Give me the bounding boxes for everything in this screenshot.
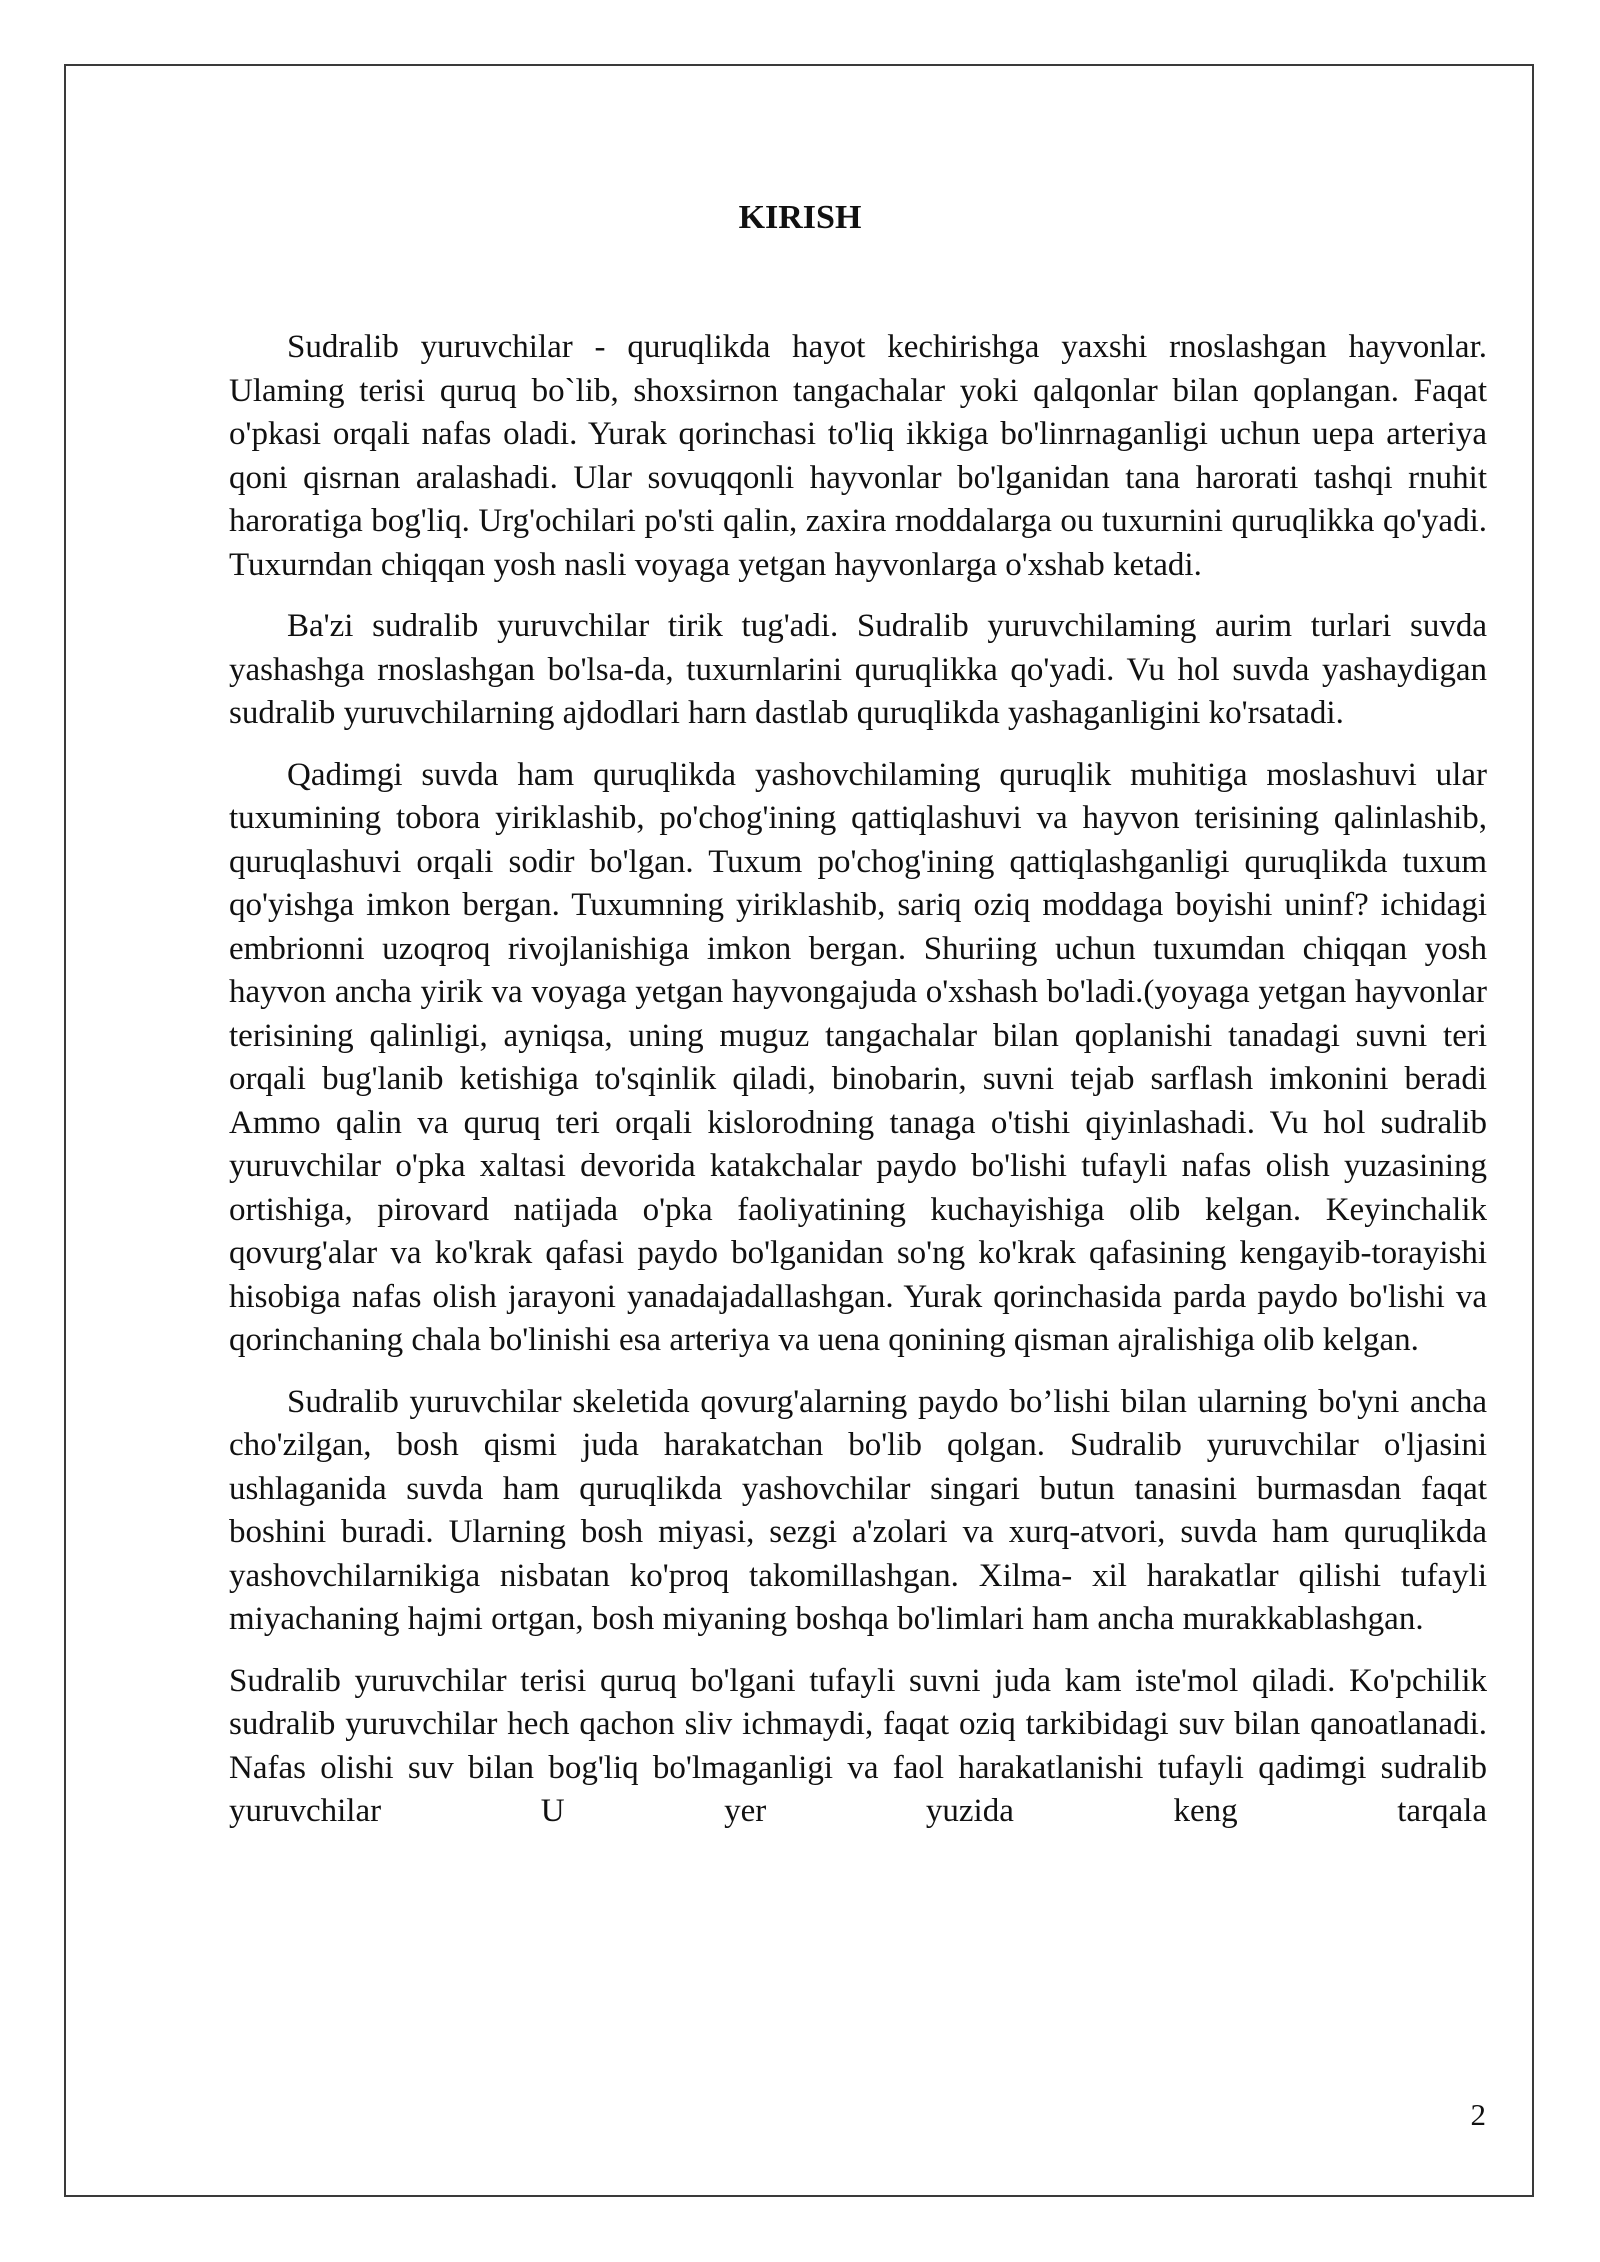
page-number: 2 — [1470, 2097, 1486, 2132]
paragraph-2: Ba'zi sudralib yuruvchilar tirik tug'adi. Sudralib yuruvchilaming aurim turlari suvda yashashga rnoslashgan bo'lsa-da, tuxurnlarini quruqlikka qo'yadi. Vu hol suvda yashaydigan sudralib yuruvchilarning ajdodlari harn dastlab quruqlikda yashaganligini ko'rsatadi. — [229, 608, 1487, 731]
page-title: KIRISH — [738, 199, 862, 236]
paragraph-3: Qadimgi suvda ham quruqlikda yashovchilaming quruqlik muhitiga moslashuvi ular tuxumining tobora yiriklashib, po'chog'ining qattiqlashuvi va hayvon terisining qalinlashib, quruqlashuvi orqali sodir bo'lgan. Tuxum po'chog'ining qattiqlashganligi quruqlikda tuxum qo'yishga imkon bergan. Tuxumning yiriklashib, sariq oziq moddaga boyishi uninf? ichidagi embrionni uzoqroq rivojlanishiga imkon bergan. Shuriing uchun tuxumdan chiqqan yosh hayvon ancha yirik va voyaga yetgan hayvongajuda o'xshash bo'ladi.(yoyaga yetgan hayvonlar terisining qalinligi, ayniqsa, uning muguz tangachalar bilan qoplanishi tanadagi suvni teri orqali bug'lanib ketishiga to'sqinlik qiladi, binobarin, suvni tejab sarflash imkonini beradi Ammo qalin va quruq teri orqali kislorodning tanaga o'tishi qiyinlashadi. Vu hol sudralib yuruvchilar o'pka xaltasi devorida katakchalar paydo bo'lishi tufayli nafas olish yuzasining ortishiga, pirovard natijada o'pka faoliyatining kuchayishiga olib kelgan. Keyinchalik qovurg'alar va ko'krak qafasi paydo bo'lganidan so'ng ko'krak qafasining kengayib-torayishi hisobiga nafas olish jarayoni yanadajadallashgan. Yurak qorinchasida parda paydo bo'lishi va qorinchaning chala bo'linishi esa arteriya va uena qonining qisman ajralishiga olib kelgan. — [229, 756, 1487, 1358]
paragraph-4: Sudralib yuruvchilar skeletida qovurg'alarning paydo bo’lishi bilan ularning bo'yni ancha cho'zilgan, bosh qismi juda harakatchan bo'lib qolgan. Sudralib yuruvchilar o'ljasini ushlaganida suvda ham quruqlikda yashovchilar singari butun tanasini burmasdan faqat boshini buradi. Ularning bosh miyasi, sezgi a'zolari va xurq-atvori, suvda ham quruqlikda yashovchilarnikiga nisbatan ko'proq takomillashgan. Xilma- xil harakatlar qilishi tufayli miyachaning hajmi ortgan, bosh miyaning boshqa bo'limlari ham ancha murakkablashgan. — [229, 1383, 1487, 1637]
paragraph-5: Sudralib yuruvchilar terisi quruq bo'lgani tufayli suvni juda kam iste'mol qiladi. Ko'pchilik sudralib yuruvchilar hech qachon sliv ichmaydi, faqat oziq tarkibidagi suv bilan qanoatlanadi. Nafas olishi suv bilan bog'liq bo'lmaganligi va faol harakatlanishi tufayli qadimgi sudralib yuruvchilar U yer yuzida keng tarqala — [229, 1662, 1487, 1829]
document-body — [229, 326, 1487, 1852]
paragraph-1: Sudralib yuruvchilar - quruqlikda hayot kechirishga yaxshi rnoslashgan hayvonlar. Ulaming terisi quruq bo`lib, shoxsirnon tangachalar yoki qalqonlar bilan qoplangan. Faqat o'pkasi orqali nafas oladi. Yurak qorinchasi to'liq ikkiga bo'linrnaganligi uchun uepa arteriya qoni qisrnan aralashadi. Ular sovuqqonli hayvonlar bo'lganidan tana harorati tashqi rnuhit haroratiga bog'liq. Urg'ochilari po'sti qalin, zaxira rnoddalarga ou tuxurnini quruqlikka qo'yadi. Tuxurndan chiqqan yosh nasli voyaga yetgan hayvonlarga o'xshab ketadi. — [229, 329, 1487, 583]
